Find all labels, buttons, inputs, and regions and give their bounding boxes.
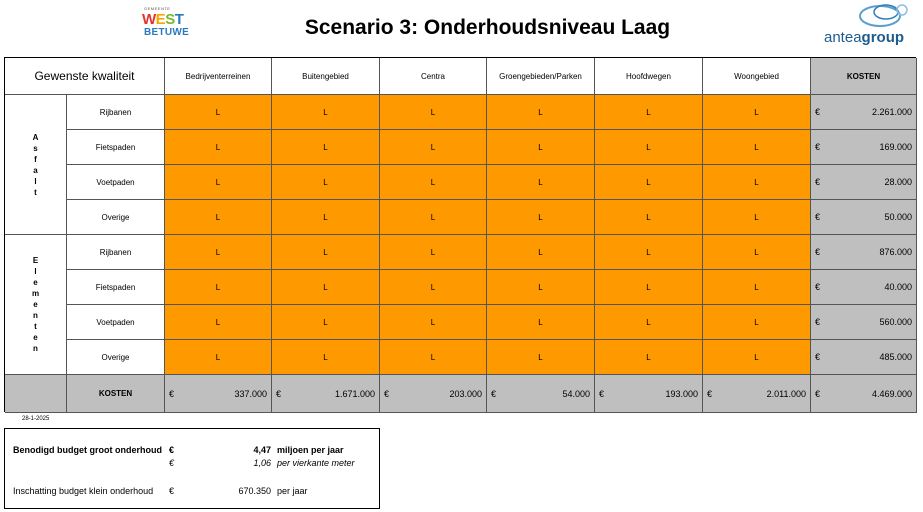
row-label: Voetpaden (67, 165, 165, 200)
logo-anteagroup-text: anteagroup (824, 29, 905, 46)
budget-summary-box (4, 428, 380, 509)
row-cost (811, 200, 917, 235)
column-header: Buitengebied (272, 58, 380, 95)
group-letter: t (34, 187, 37, 197)
quality-cell[interactable]: L (595, 270, 703, 305)
row-cost (811, 305, 917, 340)
group-letter: E (32, 256, 39, 265)
quality-cell[interactable]: L (165, 340, 272, 375)
group-letter: a (33, 165, 38, 175)
quality-cell[interactable]: L (487, 95, 595, 130)
quality-cell[interactable]: L (703, 165, 811, 200)
row-cost-currency: € (815, 247, 821, 257)
column-total (487, 375, 595, 413)
row-cost-currency: € (815, 107, 821, 117)
quality-cell[interactable]: L (703, 340, 811, 375)
quality-cell[interactable]: L (165, 130, 272, 165)
quality-cell[interactable]: L (380, 95, 487, 130)
row-label: Voetpaden (67, 305, 165, 340)
quality-cell[interactable]: L (595, 200, 703, 235)
quality-cell[interactable]: L (380, 130, 487, 165)
quality-cell[interactable]: L (272, 95, 380, 130)
quality-cell[interactable]: L (380, 165, 487, 200)
row-cost-value: 50.000 (884, 212, 912, 222)
column-total-currency: € (384, 388, 390, 399)
logo-west-text: WEST (142, 11, 184, 28)
quality-cell[interactable]: L (272, 305, 380, 340)
budget-groot-currency: € (169, 445, 175, 455)
row-label: Fietspaden (67, 130, 165, 165)
quality-cell[interactable]: L (487, 340, 595, 375)
column-total-currency: € (707, 388, 713, 399)
quality-cell[interactable]: L (595, 165, 703, 200)
grand-total-value: 4.469.000 (871, 388, 912, 399)
budget-klein-unit: per jaar (277, 486, 308, 496)
quality-cell[interactable]: L (272, 340, 380, 375)
grand-total (811, 375, 917, 413)
group-letter: f (34, 154, 37, 164)
budget-klein-value: 670.350 (238, 486, 271, 496)
row-cost (811, 95, 917, 130)
budget-m2-value: 1,06 (253, 458, 271, 468)
column-total-value: 54.000 (562, 388, 590, 399)
quality-cell[interactable]: L (380, 270, 487, 305)
quality-cell[interactable]: L (703, 305, 811, 340)
quality-cell[interactable]: L (487, 200, 595, 235)
column-total-value: 193.000 (665, 388, 698, 399)
row-cost (811, 340, 917, 375)
quality-cell[interactable]: L (703, 235, 811, 270)
corner-header: Gewenste kwaliteit (5, 58, 165, 95)
budget-m2-currency: € (169, 458, 175, 468)
anteagroup-logo (822, 2, 916, 46)
group-letter: l (34, 267, 37, 276)
totals-label: KOSTEN (67, 375, 165, 413)
group-letter: e (33, 300, 38, 309)
budget-klein-currency: € (169, 486, 175, 496)
quality-cell[interactable]: L (380, 235, 487, 270)
column-total-value: 337.000 (234, 388, 267, 399)
group-letter: e (33, 278, 38, 287)
column-total (703, 375, 811, 413)
row-cost-currency: € (815, 177, 821, 187)
row-cost-currency: € (815, 317, 821, 327)
row-label: Overige (67, 200, 165, 235)
group-letter: n (33, 311, 38, 320)
column-total-currency: € (599, 388, 605, 399)
quality-cell[interactable]: L (165, 270, 272, 305)
quality-cell[interactable]: L (487, 165, 595, 200)
group-letter: m (31, 289, 40, 298)
quality-cell[interactable]: L (380, 340, 487, 375)
quality-cell[interactable]: L (165, 165, 272, 200)
quality-cell[interactable]: L (165, 235, 272, 270)
grand-total-currency: € (815, 388, 821, 399)
quality-cell[interactable]: L (703, 95, 811, 130)
quality-cell[interactable]: L (487, 235, 595, 270)
row-cost-value: 28.000 (884, 177, 912, 187)
column-total-value: 1.671.000 (334, 388, 375, 399)
quality-cell[interactable]: L (272, 130, 380, 165)
group-letter: s (33, 143, 38, 153)
row-cost (811, 130, 917, 165)
group-letter: l (34, 176, 37, 186)
row-cost (811, 270, 917, 305)
column-total-value: 2.011.000 (766, 388, 806, 399)
logo-gemeente-text: GEMEENTE (144, 6, 171, 11)
quality-cell[interactable]: L (272, 235, 380, 270)
row-cost-value: 40.000 (884, 282, 912, 292)
quality-cell[interactable]: L (165, 305, 272, 340)
row-label: Rijbanen (67, 95, 165, 130)
column-total-currency: € (491, 388, 497, 399)
column-total-currency: € (276, 388, 282, 399)
quality-cell[interactable]: L (165, 95, 272, 130)
quality-cell[interactable]: L (703, 270, 811, 305)
quality-cell[interactable]: L (487, 130, 595, 165)
budget-groot-value: 4,47 (253, 445, 271, 455)
quality-cell[interactable]: L (272, 165, 380, 200)
group-letter: t (34, 322, 37, 331)
quality-cell[interactable]: L (595, 95, 703, 130)
column-total (595, 375, 703, 413)
totals-blank (5, 375, 67, 413)
quality-cell[interactable]: L (165, 200, 272, 235)
logo-betuwe-text: BETUWE (144, 27, 190, 38)
quality-cell[interactable]: L (595, 235, 703, 270)
group-letter: A (32, 132, 39, 142)
group-label (5, 235, 67, 375)
group-label (5, 95, 67, 235)
budget-klein-label: Inschatting budget klein onderhoud (13, 486, 154, 496)
cost-column-header: KOSTEN (811, 58, 917, 95)
row-cost-value: 169.000 (879, 142, 912, 152)
budget-groot-label: Benodigd budget groot onderhoud (13, 445, 162, 455)
quality-cell[interactable]: L (272, 200, 380, 235)
column-total (272, 375, 380, 413)
column-header: Woongebied (703, 58, 811, 95)
row-cost-value: 876.000 (879, 247, 912, 257)
quality-cell[interactable]: L (595, 340, 703, 375)
row-cost (811, 165, 917, 200)
anteagroup-swirl-icon (822, 2, 916, 32)
row-label: Rijbanen (67, 235, 165, 270)
column-header: Groengebieden/Parken (487, 58, 595, 95)
row-cost-currency: € (815, 282, 821, 292)
row-cost-value: 560.000 (879, 317, 912, 327)
quality-cell[interactable]: L (703, 200, 811, 235)
row-cost-currency: € (815, 352, 821, 362)
row-cost-value: 2.261.000 (871, 107, 912, 117)
row-label: Overige (67, 340, 165, 375)
row-cost-currency: € (815, 212, 821, 222)
column-header: Hoofdwegen (595, 58, 703, 95)
column-header: Bedrijventerreinen (165, 58, 272, 95)
group-letter: e (33, 333, 38, 342)
column-header: Centra (380, 58, 487, 95)
row-cost-value: 485.000 (879, 352, 912, 362)
row-cost (811, 235, 917, 270)
scenario-table (4, 57, 916, 412)
quality-cell[interactable]: L (595, 305, 703, 340)
quality-cell[interactable]: L (487, 270, 595, 305)
group-letter: n (33, 344, 38, 353)
page-title: Scenario 3: Onderhoudsniveau Laag (304, 16, 671, 39)
column-total-value: 203.000 (449, 388, 482, 399)
quality-cell[interactable]: L (595, 130, 703, 165)
column-total (380, 375, 487, 413)
quality-cell[interactable]: L (703, 130, 811, 165)
budget-groot-unit: miljoen per jaar (277, 445, 344, 455)
budget-m2-unit: per vierkante meter (277, 458, 355, 468)
quality-cell[interactable]: L (380, 305, 487, 340)
date-label: 28-1-2025 (22, 416, 50, 422)
quality-cell[interactable]: L (487, 305, 595, 340)
quality-cell[interactable]: L (380, 200, 487, 235)
quality-cell[interactable]: L (272, 270, 380, 305)
column-total (165, 375, 272, 413)
row-label: Fietspaden (67, 270, 165, 305)
row-cost-currency: € (815, 142, 821, 152)
column-total-currency: € (169, 388, 175, 399)
